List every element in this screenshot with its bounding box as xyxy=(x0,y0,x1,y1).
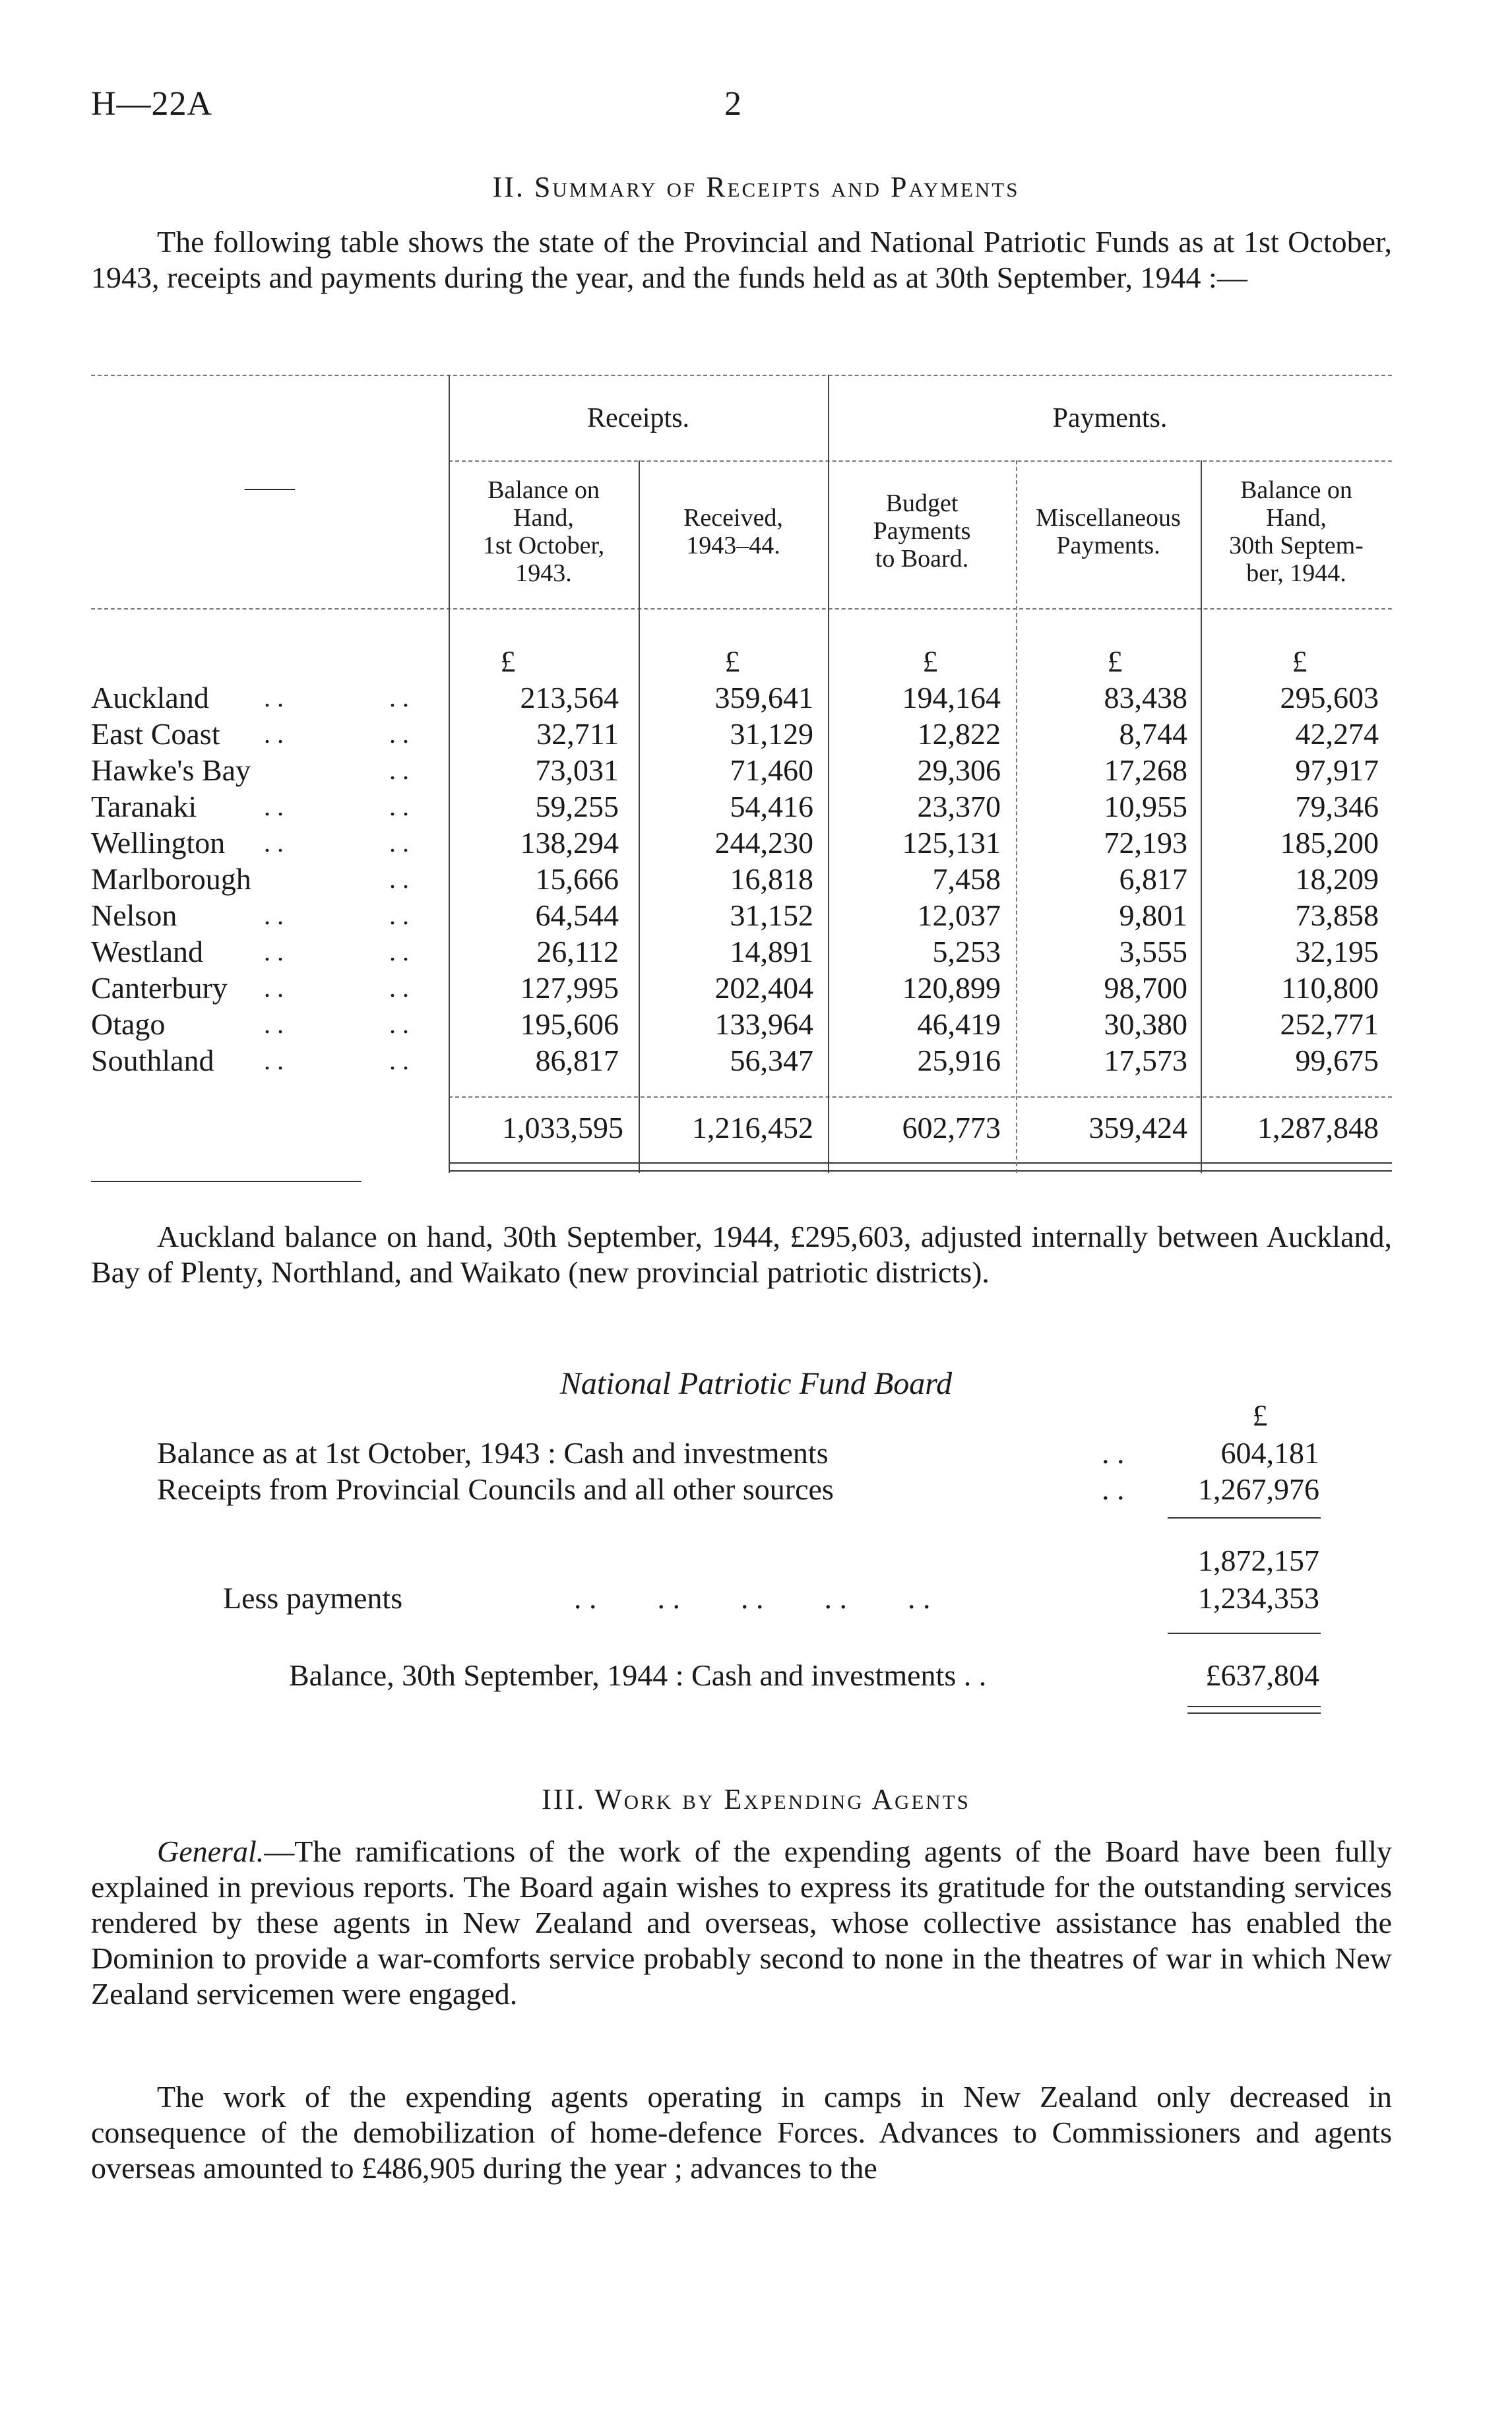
row-label: Hawke's Bay xyxy=(91,753,251,787)
table-cell: 359,641 xyxy=(714,681,813,714)
report-reference: H—22A xyxy=(91,85,213,123)
table-cell: 9,801 xyxy=(1119,898,1187,932)
table-cell: 12,822 xyxy=(917,717,1001,751)
table-cell: 18,209 xyxy=(1295,862,1379,896)
row-label: Nelson xyxy=(91,898,177,932)
table-cell: 133,964 xyxy=(714,1007,813,1041)
table-cell: 26,112 xyxy=(536,935,619,968)
national-double-rule-2 xyxy=(1187,1712,1321,1714)
national-line1-dots: . . xyxy=(1102,1436,1125,1470)
table-cell: 29,306 xyxy=(917,753,1001,787)
table-cell: 185,200 xyxy=(1280,826,1379,860)
row-dots: . . xyxy=(389,864,409,894)
table-bottom-rule-1 xyxy=(449,1162,1392,1164)
table-cell: 10,955 xyxy=(1104,790,1187,823)
table-bottom-rule-2 xyxy=(449,1170,1392,1172)
col-header-balance-1944: Balance on Hand, 30th Septem- ber, 1944. xyxy=(1229,476,1364,587)
row-leader-dots: . . xyxy=(264,1009,284,1039)
row-label: Southland xyxy=(91,1044,214,1077)
table-cell: 127,995 xyxy=(520,971,619,1005)
unit-col-2: £ xyxy=(724,644,740,678)
row-leader-dots: . . xyxy=(264,973,284,1003)
col-header-budget-payments: Budget Payments to Board. xyxy=(873,489,971,573)
unit-col-1: £ xyxy=(500,644,516,678)
row-leader-dots: . . xyxy=(264,719,284,749)
row-label: Canterbury xyxy=(91,971,228,1005)
table-cell: 31,129 xyxy=(730,717,813,751)
table-cell: 195,606 xyxy=(520,1007,619,1041)
table-cell: 8,744 xyxy=(1119,717,1187,751)
total-balance-1943: 1,033,595 xyxy=(502,1111,623,1145)
table-cell: 59,255 xyxy=(535,790,619,823)
table-cell: 46,419 xyxy=(917,1007,1001,1041)
national-balance-1943-value: 604,181 xyxy=(1220,1436,1319,1470)
table-cell: 15,666 xyxy=(535,862,619,896)
table-cell: 97,917 xyxy=(1295,753,1379,787)
national-line2-dots: . . xyxy=(1102,1472,1125,1506)
table-cell: 99,675 xyxy=(1295,1044,1379,1077)
auckland-note-text: Auckland balance on hand, 30th September, 1944, £295,603, adjusted internally between Auckland, Bay of Plenty, Northland, and Waikato (new provincial patriotic districts). xyxy=(91,1220,1392,1289)
table-cell: 110,800 xyxy=(1281,971,1379,1005)
row-label: Marlborough xyxy=(91,862,251,896)
camps-text: The work of the expending agents operating in camps in New Zealand only decreased in consequence of the demobilization of home-defence Forces. Advances to Commissioners and agents overseas amounted to £486,905 during the year ; advances to the xyxy=(91,2080,1392,2185)
table-top-rule xyxy=(91,375,1392,376)
table-cell: 31,152 xyxy=(730,898,813,932)
col-header-misc-payments: Miscellaneous Payments. xyxy=(1036,504,1181,559)
unit-col-5: £ xyxy=(1292,644,1307,678)
table-cell: 6,817 xyxy=(1119,862,1187,896)
national-balance-label: Balance, 30th September, 1944 : Cash and investments . . xyxy=(289,1658,987,1692)
national-receipts-value: 1,267,976 xyxy=(1198,1472,1319,1506)
page-number: 2 xyxy=(724,85,741,123)
row-label: Otago xyxy=(91,1007,166,1041)
col-header-balance-1943: Balance on Hand, 1st October, 1943. xyxy=(482,476,605,587)
row-label: Westland xyxy=(91,935,204,968)
table-cell: 202,404 xyxy=(714,971,813,1005)
table-cell: 32,195 xyxy=(1295,935,1379,968)
row-dots: . . xyxy=(389,719,409,749)
table-cell: 32,711 xyxy=(536,717,619,751)
row-dots: . . xyxy=(389,792,409,821)
table-group-rule xyxy=(449,460,1392,462)
row-dots: . . xyxy=(389,1009,409,1039)
unit-col-3: £ xyxy=(922,644,938,678)
section-2-title: II. Summary of Receipts and Payments xyxy=(492,171,1020,203)
table-cell: 86,817 xyxy=(535,1044,619,1077)
general-lead: General. xyxy=(157,1835,265,1868)
total-received: 1,216,452 xyxy=(692,1111,813,1145)
table-cell: 125,131 xyxy=(902,826,1001,860)
table-cell: 73,858 xyxy=(1295,898,1379,932)
table-cell: 54,416 xyxy=(730,790,813,823)
table-cell: 25,916 xyxy=(917,1044,1001,1077)
table-cell: 138,294 xyxy=(520,826,619,860)
table-cell: 295,603 xyxy=(1280,681,1379,714)
table-cell: 30,380 xyxy=(1104,1007,1187,1041)
table-cell: 14,891 xyxy=(730,935,813,968)
row-dots: . . xyxy=(389,1046,409,1075)
row-label: Auckland xyxy=(91,681,209,714)
national-balance-rule xyxy=(1168,1633,1321,1634)
total-budget-payments: 602,773 xyxy=(902,1111,1001,1145)
table-cell: 71,460 xyxy=(730,753,813,787)
total-misc-payments: 359,424 xyxy=(1088,1111,1187,1145)
row-dots: . . xyxy=(389,755,409,785)
row-leader-dots: . . xyxy=(264,900,284,930)
national-balance-value: £637,804 xyxy=(1205,1658,1319,1692)
row-dots: . . xyxy=(389,828,409,858)
national-double-rule-1 xyxy=(1187,1706,1321,1707)
national-line-receipts: Receipts from Provincial Councils and all other sources xyxy=(157,1472,834,1506)
row-leader-dots: . . xyxy=(264,937,284,966)
national-less-dots: . . . . . . . . . . xyxy=(574,1581,931,1615)
table-cell: 83,438 xyxy=(1104,681,1187,714)
table-vline-2 xyxy=(639,460,640,1173)
table-header-rule xyxy=(91,608,1392,610)
national-unit: £ xyxy=(1252,1398,1268,1432)
row-leader-dots: . . xyxy=(264,792,284,821)
row-leader-dots: . . xyxy=(264,1046,284,1075)
table-cell: 17,573 xyxy=(1104,1044,1187,1077)
row-label: Taranaki xyxy=(91,790,197,823)
table-cell: 17,268 xyxy=(1104,753,1187,787)
row-dots: . . xyxy=(389,683,409,712)
header-payments: Payments. xyxy=(1052,403,1168,433)
table-vline-4 xyxy=(1016,460,1017,1173)
header-receipts: Receipts. xyxy=(586,403,690,433)
table-cell: 12,037 xyxy=(917,898,1001,932)
row-dots: . . xyxy=(389,900,409,930)
unit-col-4: £ xyxy=(1107,644,1123,678)
table-total-rule xyxy=(449,1096,1392,1098)
camps-paragraph xyxy=(91,2079,1392,2186)
table-cell: 213,564 xyxy=(520,681,619,714)
general-paragraph xyxy=(91,1834,1392,2012)
table-cell: 16,818 xyxy=(730,862,813,896)
intro-paragraph xyxy=(91,224,1392,296)
row-label: Wellington xyxy=(91,826,226,860)
table-stub-bottom-rule xyxy=(91,1181,362,1182)
table-cell: 7,458 xyxy=(932,862,1001,896)
stub-header: —— xyxy=(245,474,295,501)
table-cell: 5,253 xyxy=(932,935,1001,968)
table-cell: 194,164 xyxy=(902,681,1001,714)
col-header-received: Received, 1943–44. xyxy=(683,504,783,559)
row-dots: . . xyxy=(389,973,409,1003)
table-cell: 56,347 xyxy=(730,1044,813,1077)
table-cell: 252,771 xyxy=(1280,1007,1379,1041)
national-less-payments-label: Less payments xyxy=(223,1581,403,1615)
table-cell: 120,899 xyxy=(902,971,1001,1005)
national-less-payments-value: 1,234,353 xyxy=(1198,1581,1319,1615)
table-cell: 244,230 xyxy=(714,826,813,860)
auckland-note xyxy=(91,1219,1392,1290)
table-cell: 64,544 xyxy=(535,898,619,932)
intro-text: The following table shows the state of the Provincial and National Patriotic Funds as at 1st October, 1943, receipts and payments during the year, and the funds held as at 30th September, 1944 :— xyxy=(91,225,1392,294)
row-leader-dots: . . xyxy=(264,683,284,712)
national-line-balance-1943: Balance as at 1st October, 1943 : Cash and investments xyxy=(157,1436,829,1470)
national-subtotal-value: 1,872,157 xyxy=(1198,1544,1319,1577)
table-cell: 79,346 xyxy=(1295,790,1379,823)
table-cell: 72,193 xyxy=(1104,826,1187,860)
row-dots: . . xyxy=(389,937,409,966)
table-cell: 23,370 xyxy=(917,790,1001,823)
national-fund-title: National Patriotic Fund Board xyxy=(559,1366,953,1401)
table-cell: 3,555 xyxy=(1119,935,1187,968)
row-label: East Coast xyxy=(91,717,220,751)
row-leader-dots: . . xyxy=(264,828,284,858)
total-balance-1944: 1,287,848 xyxy=(1257,1111,1379,1145)
general-text: —The ramifications of the work of the expending agents of the Board have been fully explained in previous reports. The Board again wishes to express its gratitude for the outstanding services rendered by these agents in New Zealand and overseas, whose collective assistance has enabled the Dominion to provide a war-comforts service probably second to none in the theatres of war in which New Zealand servicemen were engaged. xyxy=(91,1835,1392,2011)
section-3-title: III. Work by Expending Agents xyxy=(542,1783,970,1815)
table-cell: 42,274 xyxy=(1295,717,1379,751)
national-subtotal-rule xyxy=(1168,1517,1321,1519)
table-cell: 73,031 xyxy=(535,753,619,787)
table-cell: 98,700 xyxy=(1104,971,1187,1005)
